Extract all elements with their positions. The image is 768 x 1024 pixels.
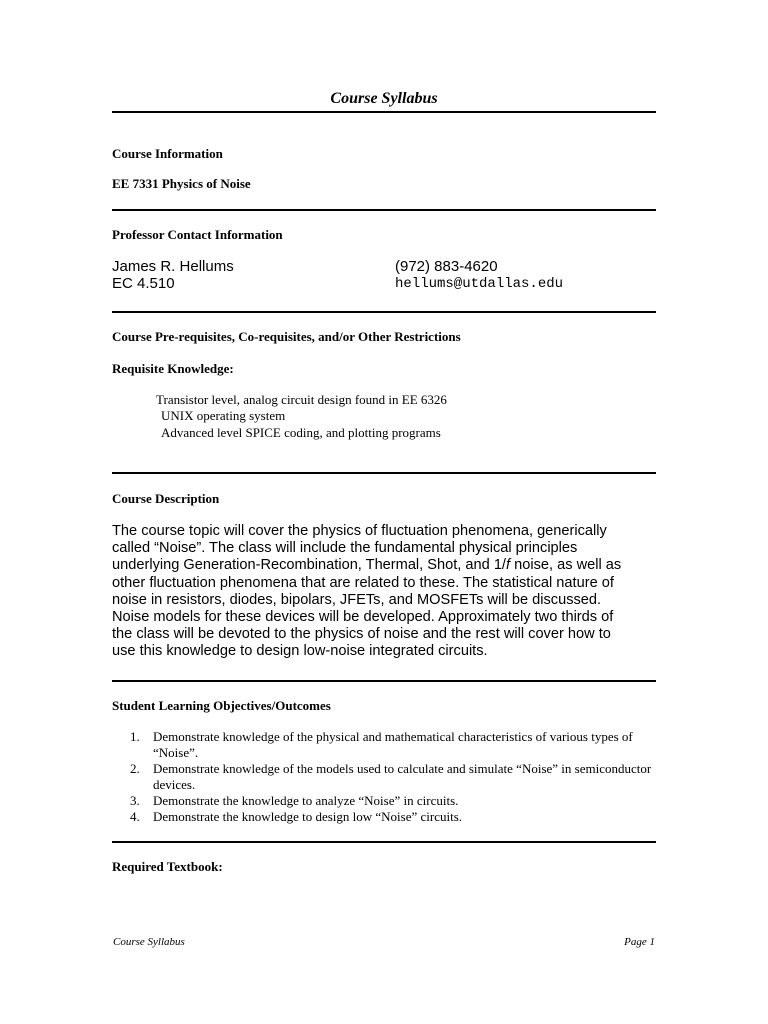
- learning-objectives-heading: Student Learning Objectives/Outcomes: [112, 698, 331, 713]
- course-information-heading: Course Information: [112, 146, 223, 161]
- professor-name: James R. Hellums: [112, 258, 234, 275]
- requisite-knowledge-heading: Requisite Knowledge:: [112, 361, 234, 376]
- list-item-number: 4.: [130, 809, 140, 824]
- divider: [112, 841, 656, 843]
- description-line: the class will be devoted to the physics of noise and the rest will cover how to: [112, 626, 611, 643]
- footer-document-title: Course Syllabus: [113, 936, 185, 948]
- description-line: underlying Generation-Recombination, Thermal, Shot, and 1/f noise, as well as: [112, 557, 622, 574]
- course-description-heading: Course Description: [112, 491, 220, 506]
- professor-phone: (972) 883-4620: [395, 258, 498, 275]
- divider: [112, 680, 656, 682]
- divider: [112, 472, 656, 474]
- professor-contact-heading: Professor Contact Information: [112, 227, 283, 242]
- list-item: [112, 793, 656, 809]
- list-item-number: 2.: [130, 761, 140, 776]
- list-item-text: Demonstrate the knowledge to design low “Noise” circuits.: [153, 809, 463, 824]
- professor-email: hellums@utdallas.edu: [395, 276, 564, 292]
- list-item-text: Demonstrate knowledge of the physical and mathematical characteristics of various types of “Noise”.: [153, 729, 633, 760]
- divider: [112, 311, 656, 313]
- description-line: called “Noise”. The class will include the fundamental physical principles: [112, 540, 578, 557]
- professor-office: EC 4.510: [112, 275, 175, 292]
- footer-page-number: Page 1: [624, 936, 655, 948]
- list-item-number: 1.: [130, 729, 140, 744]
- description-line: use this knowledge to design low-noise integrated circuits.: [112, 643, 488, 660]
- list-item-text: Demonstrate the knowledge to analyze “Noise” in circuits.: [153, 793, 459, 808]
- list-item: [112, 761, 656, 793]
- requisite-item: Advanced level SPICE coding, and plotting programs: [161, 425, 441, 440]
- prerequisites-heading: Course Pre-requisites, Co-requisites, and/or Other Restrictions: [112, 329, 461, 344]
- learning-objectives-list: [112, 729, 656, 825]
- divider: [112, 209, 656, 211]
- description-line: other fluctuation phenomena that are related to these. The statistical nature of: [112, 574, 614, 591]
- list-item-number: 3.: [130, 793, 140, 808]
- description-line: Noise models for these devices will be developed. Approximately two thirds of: [112, 609, 614, 626]
- list-item-text: Demonstrate knowledge of the models used to calculate and simulate “Noise” in semiconductor devices.: [153, 761, 652, 792]
- course-number-title: EE 7331 Physics of Noise: [112, 176, 251, 191]
- divider: [112, 111, 656, 113]
- course-description-body: [112, 523, 656, 661]
- description-line: noise in resistors, diodes, bipolars, JFETs, and MOSFETs will be discussed.: [112, 591, 602, 608]
- list-item: [112, 809, 656, 825]
- requisite-item: UNIX operating system: [161, 408, 286, 423]
- requisite-item: Transistor level, analog circuit design found in EE 6326: [156, 392, 447, 407]
- list-item: [112, 729, 656, 761]
- page-title: Course Syllabus: [330, 90, 438, 107]
- required-textbook-heading: Required Textbook:: [112, 859, 223, 874]
- description-line: The course topic will cover the physics of fluctuation phenomena, generically: [112, 523, 607, 539]
